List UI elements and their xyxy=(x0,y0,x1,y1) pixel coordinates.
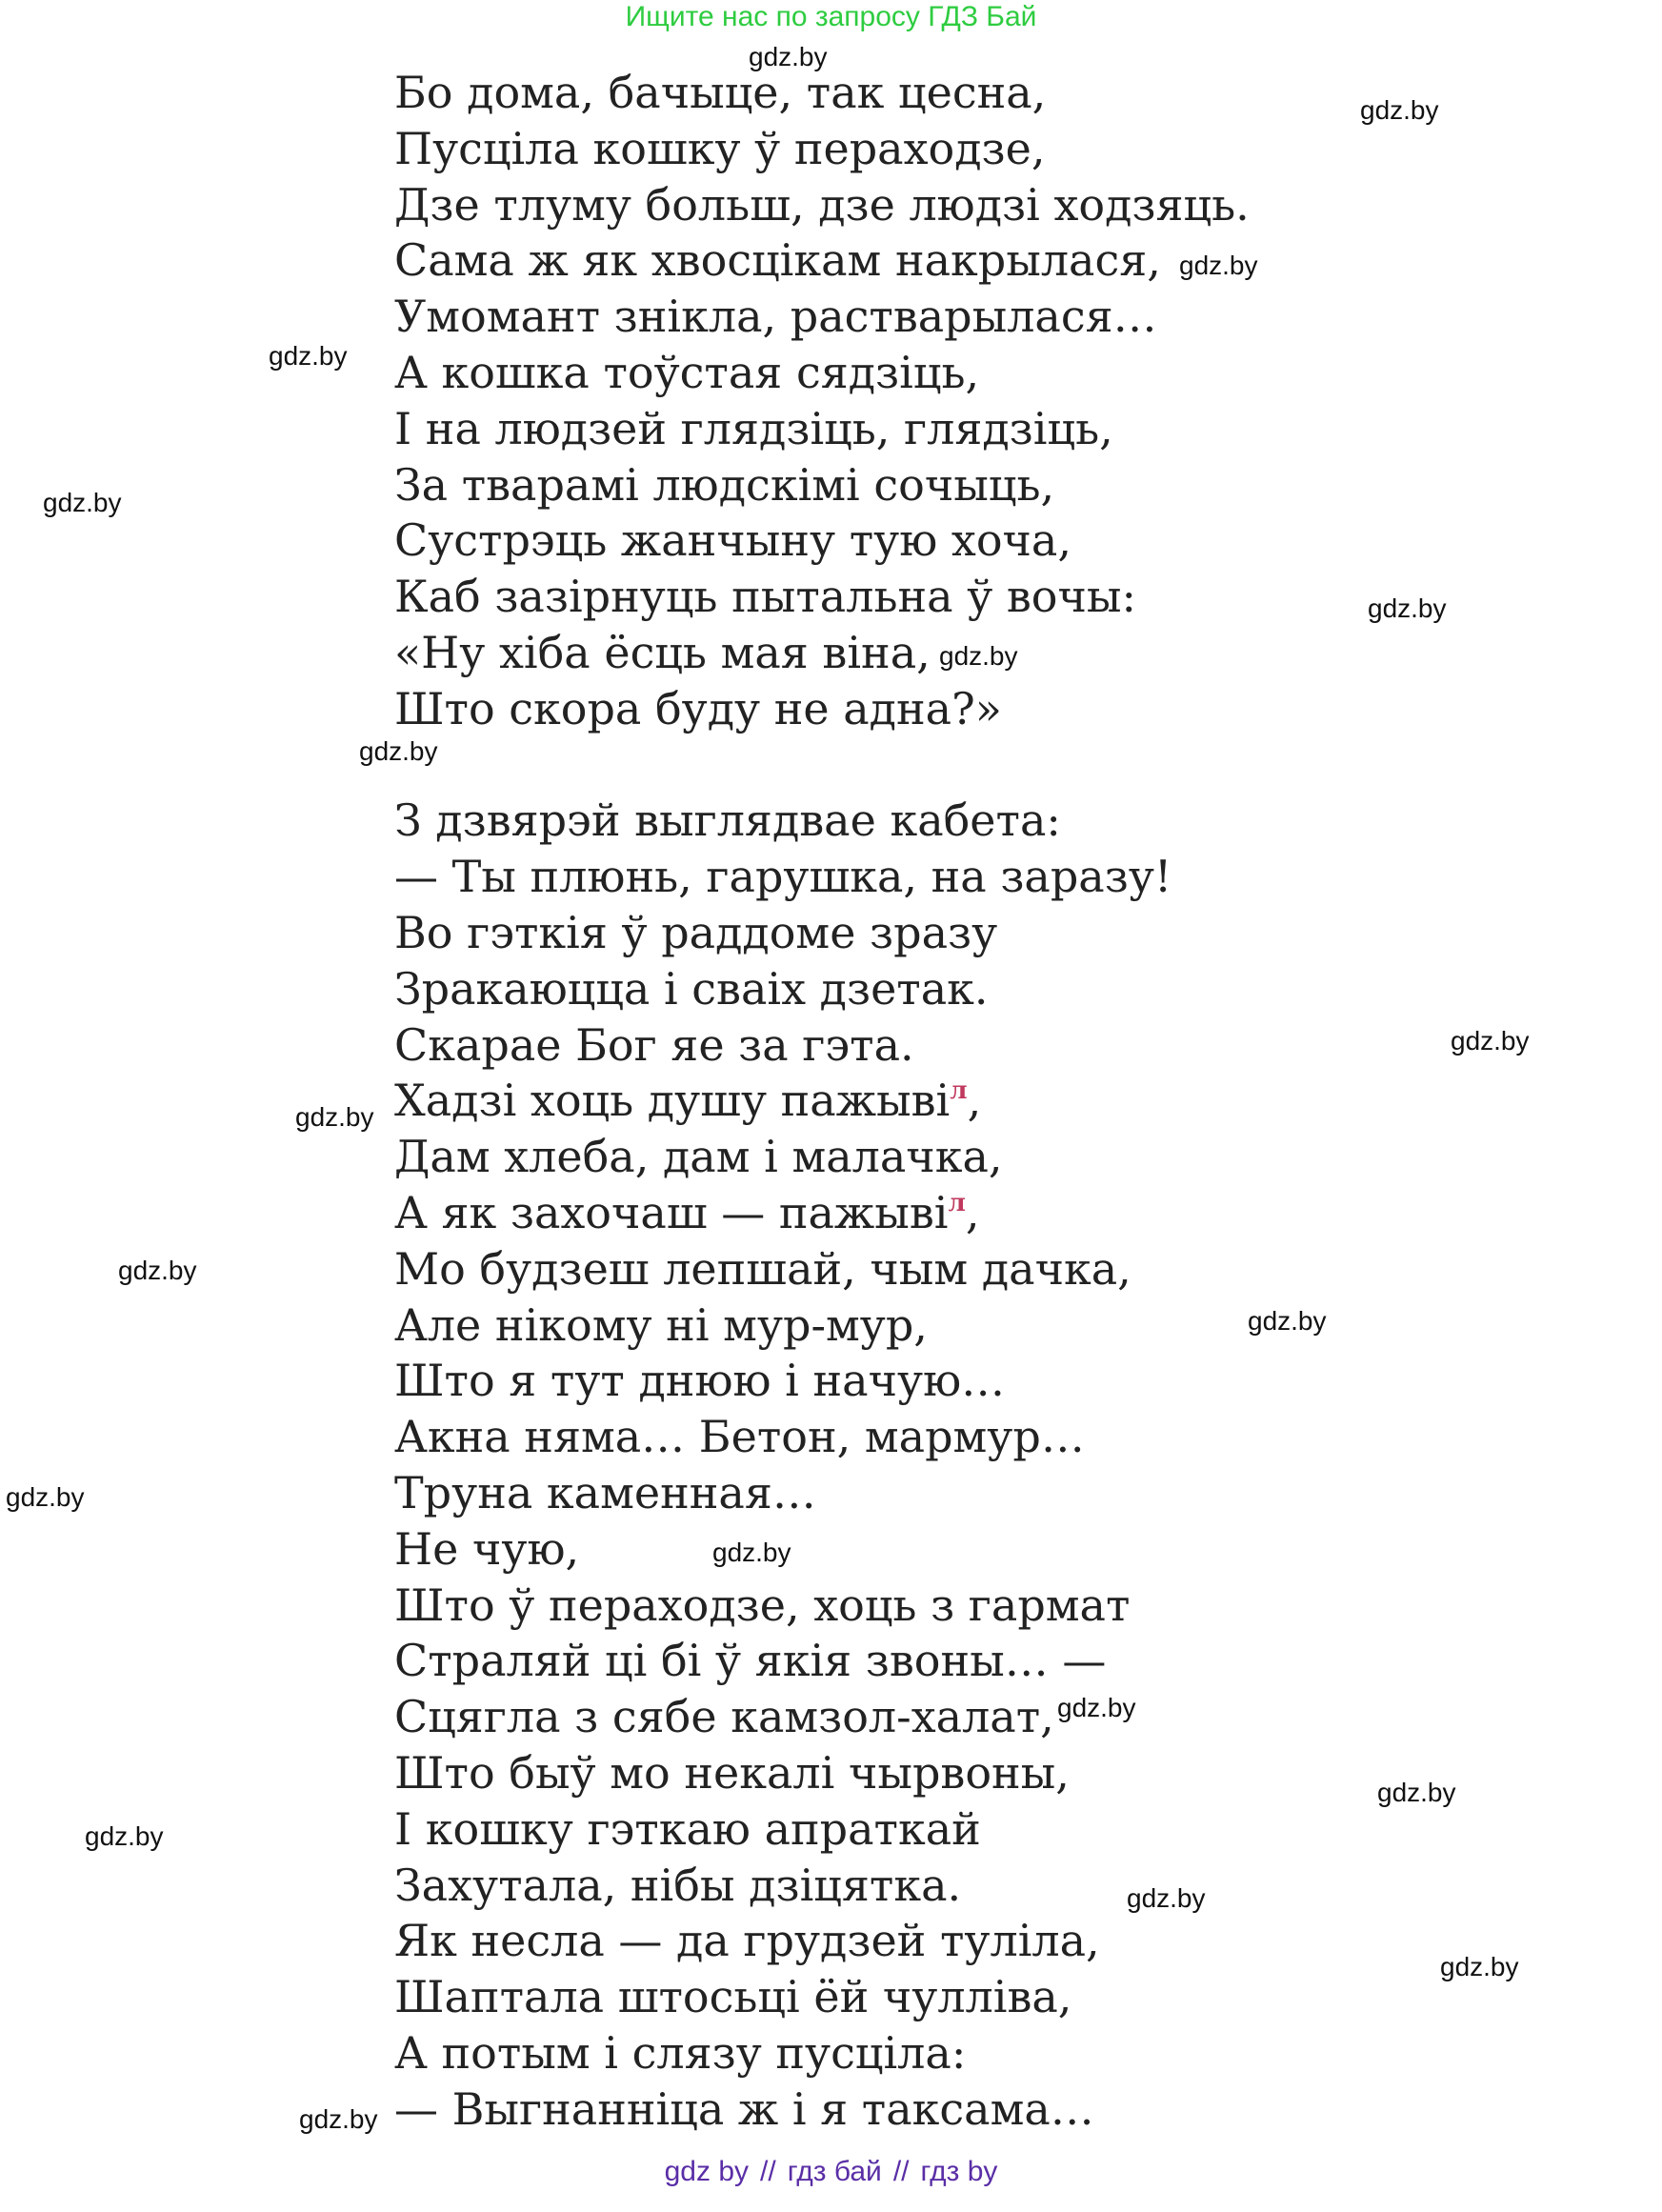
poem-line-with-note xyxy=(394,1185,1347,1241)
footer-link[interactable]: gdz by xyxy=(664,2156,750,2187)
poem-line: За тварамі людскімі сочыць, xyxy=(394,458,1055,511)
watermark: gdz.by xyxy=(1360,95,1439,125)
poem-line: «Ну хіба ёсць мая віна, xyxy=(394,626,931,678)
watermark: gdz.by xyxy=(299,2104,378,2134)
stanza-break xyxy=(394,737,1347,794)
watermark: gdz.by xyxy=(1377,1778,1456,1807)
poem-line: Што ў пераходзе, хоць з гармат xyxy=(394,1579,1131,1631)
glossary-marker: л xyxy=(950,1076,968,1106)
watermark: gdz.by xyxy=(85,1821,164,1851)
watermark: gdz.by xyxy=(1179,251,1258,280)
watermark: gdz.by xyxy=(269,341,348,371)
watermark: gdz.by xyxy=(43,488,122,517)
watermark: gdz.by xyxy=(1368,593,1447,623)
watermark: gdz.by xyxy=(295,1102,374,1132)
footer-link[interactable]: гдз by xyxy=(920,2156,998,2187)
poem-line: Умомант знікла, растварылася… xyxy=(394,291,1157,343)
poem-line: Што быў мо некалі чырвоны, xyxy=(394,1746,1070,1799)
poem-line-text: Хадзі хоць душу пажыві xyxy=(394,1075,951,1127)
poem-line: І на людзей глядзіць, глядзіць, xyxy=(394,402,1113,454)
poem-line: І кошку гэткаю апраткай xyxy=(394,1802,981,1855)
watermark: gdz.by xyxy=(749,42,828,71)
poem-line-with-note xyxy=(394,1073,1347,1129)
poem-line: Дзе тлуму больш, дзе людзі ходзяць. xyxy=(394,178,1250,231)
poem-line: Акна няма… Бетон, мармур… xyxy=(394,1411,1085,1463)
poem-line-tail: , xyxy=(967,1075,982,1127)
poem-line-text: А як захочаш — пажыві xyxy=(394,1186,949,1238)
footer-separator: // xyxy=(892,2156,910,2187)
poem-line: Сустрэць жанчыну тую хоча, xyxy=(394,514,1071,567)
watermark: gdz.by xyxy=(118,1256,197,1285)
glossary-marker: л xyxy=(948,1188,966,1217)
header-banner: Ищите нас по запросу ГДЗ Бай xyxy=(625,1,1037,32)
poem-line: Труна каменная… xyxy=(394,1466,816,1518)
watermark: gdz.by xyxy=(1451,1026,1530,1056)
poem-line: Страляй ці бі ў якія звоны… — xyxy=(394,1635,1107,1687)
poem-line: Скарае Бог яе за гэта. xyxy=(394,1018,914,1071)
watermark: gdz.by xyxy=(6,1482,85,1512)
watermark: gdz.by xyxy=(1248,1306,1327,1336)
poem-line: Захутала, нібы дзіцятка. xyxy=(394,1859,962,1911)
poem-line: А потым і слязу пусціла: xyxy=(394,2026,967,2079)
poem-line: Бо дома, бачыце, так цесна, xyxy=(394,67,1047,118)
footer-separator: // xyxy=(760,2156,776,2187)
poem-line: — Ты плюнь, гарушка, на заразу! xyxy=(394,851,1172,903)
poem-line: Шаптала штосьці ёй чулліва, xyxy=(394,1971,1072,2023)
watermark: gdz.by xyxy=(359,736,438,766)
footer-links xyxy=(0,2155,1662,2189)
watermark: gdz.by xyxy=(1057,1693,1136,1722)
poem-line: Не чую, xyxy=(394,1522,580,1575)
poem-line: Каб зазірнуць пытальна ў вочы: xyxy=(394,571,1136,623)
poem-line: А кошка тоўстая сядзіць, xyxy=(394,346,980,398)
poem-line: Што я тут днюю і начую… xyxy=(394,1355,1006,1407)
poem-line: Дам хлеба, дам і малачка, xyxy=(394,1131,1003,1183)
watermark: gdz.by xyxy=(939,641,1018,671)
poem-line: Пусціла кошку ў пераходзе, xyxy=(394,122,1046,174)
poem-line: Во гэткія ў раддоме зразу xyxy=(394,906,998,958)
poem-line: Сама ж як хвосцікам накрылася, xyxy=(394,234,1161,287)
watermark: gdz.by xyxy=(1440,1952,1519,1981)
poem-line: Мо будзеш лепшай, чым дачка, xyxy=(394,1242,1131,1295)
poem-line: Што скора буду не адна?» xyxy=(394,682,1002,734)
footer-link[interactable]: гдз бай xyxy=(787,2156,882,2187)
watermark: gdz.by xyxy=(1127,1883,1206,1913)
poem-text xyxy=(394,65,1347,2137)
poem-line: Як несла — да грудзей туліла, xyxy=(394,1915,1100,1967)
poem-line: — Выгнанніца ж і я таксама… xyxy=(394,2082,1094,2135)
poem-line: Але нікому ні мур-мур, xyxy=(394,1298,928,1351)
poem-line-tail: , xyxy=(965,1186,980,1238)
poem-line: Зракаюцца і сваіх дзетак. xyxy=(394,962,989,1015)
poem-line: Сцягла з сябе камзол-халат, xyxy=(394,1691,1054,1743)
watermark: gdz.by xyxy=(712,1538,791,1567)
poem-line: З дзвярэй выглядвае кабета: xyxy=(394,794,1061,847)
